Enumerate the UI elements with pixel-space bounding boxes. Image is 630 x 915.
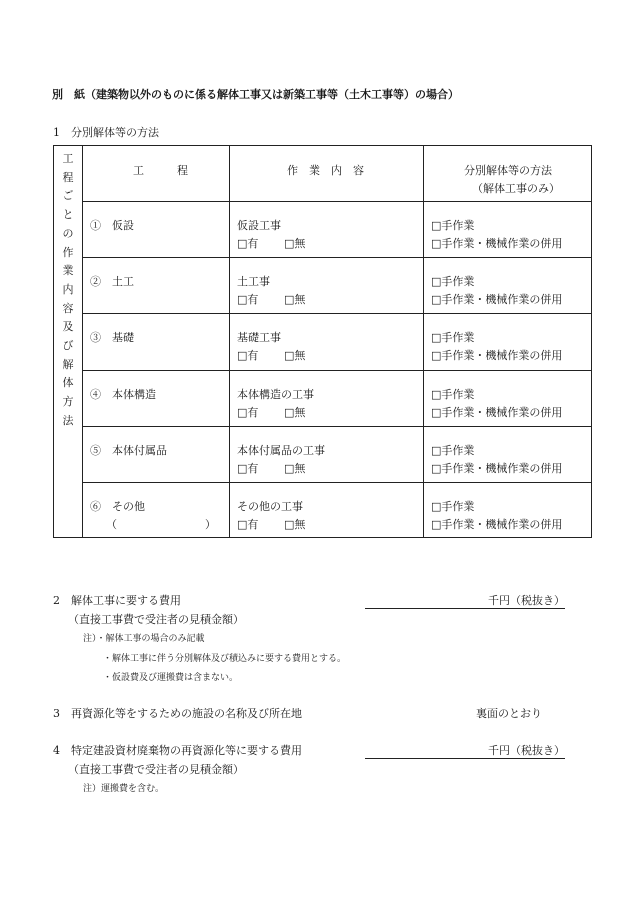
row4-process: ④ 本体構造 (90, 388, 156, 401)
row2-work: 土工事 (237, 275, 270, 288)
side-label-char: 体 (62, 376, 74, 390)
row6-yes-checkbox[interactable]: □有 (237, 518, 259, 531)
section2-heading: 2 解体工事に要する費用 (53, 594, 181, 607)
section2-subheading: （直接工事費で受注者の見積金額） (68, 613, 244, 626)
section2-note-2: ・解体工事に伴う分別解体及び積込みに要する費用とする。 (103, 654, 347, 664)
row6-process-input[interactable]: （ ） (106, 518, 216, 531)
row6-method-combined[interactable]: □手作業・機械作業の併用 (431, 518, 563, 531)
row5-yes-checkbox[interactable]: □有 (237, 462, 259, 475)
row3-work: 基礎工事 (237, 331, 281, 344)
row6-work: その他の工事 (237, 500, 303, 513)
side-label-char: 作 (62, 245, 74, 259)
row1-work: 仮設工事 (237, 219, 281, 232)
row5-work: 本体付属品の工事 (237, 444, 325, 457)
row6-no-checkbox[interactable]: □無 (284, 518, 306, 531)
row2-no-checkbox[interactable]: □無 (284, 293, 306, 306)
header-process: 工 程 (133, 164, 188, 177)
section1-heading: 1 分別解体等の方法 (53, 126, 159, 139)
row6-process: ⑥ その他 (90, 500, 145, 513)
side-label-char: 法 (62, 413, 74, 427)
header-method-note: （解体工事のみ） (472, 182, 560, 195)
header-method: 分別解体等の方法 (464, 164, 552, 177)
section3-value: 裏面のとおり (476, 707, 542, 720)
row2-yes-checkbox[interactable]: □有 (237, 293, 259, 306)
side-label-char: ご (62, 189, 74, 203)
row4-work: 本体構造の工事 (237, 388, 314, 401)
side-label-char: び (62, 339, 74, 353)
side-label-char: 内 (62, 282, 74, 296)
row4-no-checkbox[interactable]: □無 (284, 406, 306, 419)
row1-yes-checkbox[interactable]: □有 (237, 237, 259, 250)
section2-note-3: ・仮設費及び運搬費は含まない。 (103, 673, 239, 683)
disassembly-method-table (53, 145, 592, 538)
side-label-char: 業 (62, 264, 74, 278)
section4-note: 注）運搬費を含む。 (83, 784, 165, 794)
row1-method-combined[interactable]: □手作業・機械作業の併用 (431, 237, 563, 250)
row2-method-hand[interactable]: □手作業 (431, 275, 475, 288)
side-label-char: 容 (62, 301, 74, 315)
row3-yes-checkbox[interactable]: □有 (237, 349, 259, 362)
side-label-char: の (62, 226, 74, 240)
section4-subheading: （直接工事費で受注者の見積金額） (68, 763, 244, 776)
header-work: 作 業 内 容 (287, 164, 364, 177)
row1-process: ① 仮設 (90, 219, 134, 232)
row3-no-checkbox[interactable]: □無 (284, 349, 306, 362)
side-label-char: 解 (62, 357, 74, 371)
row4-method-combined[interactable]: □手作業・機械作業の併用 (431, 406, 563, 419)
row3-method-combined[interactable]: □手作業・機械作業の併用 (431, 349, 563, 362)
row2-process: ② 土工 (90, 275, 134, 288)
row3-process: ③ 基礎 (90, 331, 134, 344)
side-label-char: 方 (62, 395, 74, 409)
section2-amount-unit: 千円（税抜き） (488, 594, 565, 607)
row4-yes-checkbox[interactable]: □有 (237, 406, 259, 419)
row5-method-combined[interactable]: □手作業・機械作業の併用 (431, 462, 563, 475)
row4-method-hand[interactable]: □手作業 (431, 388, 475, 401)
section4-amount-unit: 千円（税抜き） (488, 744, 565, 757)
row1-method-hand[interactable]: □手作業 (431, 219, 475, 232)
document-title: 別 紙（建築物以外のものに係る解体工事又は新築工事等（土木工事等）の場合） (52, 88, 459, 101)
row1-no-checkbox[interactable]: □無 (284, 237, 306, 250)
section2-amount-field[interactable] (365, 608, 565, 609)
row3-method-hand[interactable]: □手作業 (431, 331, 475, 344)
section3-heading: 3 再資源化等をするための施設の名称及び所在地 (53, 707, 302, 720)
section4-heading: 4 特定建設資材廃棄物の再資源化等に要する費用 (53, 744, 302, 757)
side-label (54, 150, 82, 431)
row5-method-hand[interactable]: □手作業 (431, 444, 475, 457)
row6-method-hand[interactable]: □手作業 (431, 500, 475, 513)
side-label-char: と (62, 208, 74, 222)
row5-no-checkbox[interactable]: □無 (284, 462, 306, 475)
side-label-char: 工 (62, 152, 74, 165)
row5-process: ⑤ 本体付属品 (90, 444, 167, 457)
section2-note-1: 注）・解体工事の場合のみ記載 (83, 634, 205, 644)
side-label-char: 及 (62, 320, 74, 334)
row2-method-combined[interactable]: □手作業・機械作業の併用 (431, 293, 563, 306)
side-label-char: 程 (62, 170, 74, 184)
section4-amount-field[interactable] (365, 758, 565, 759)
